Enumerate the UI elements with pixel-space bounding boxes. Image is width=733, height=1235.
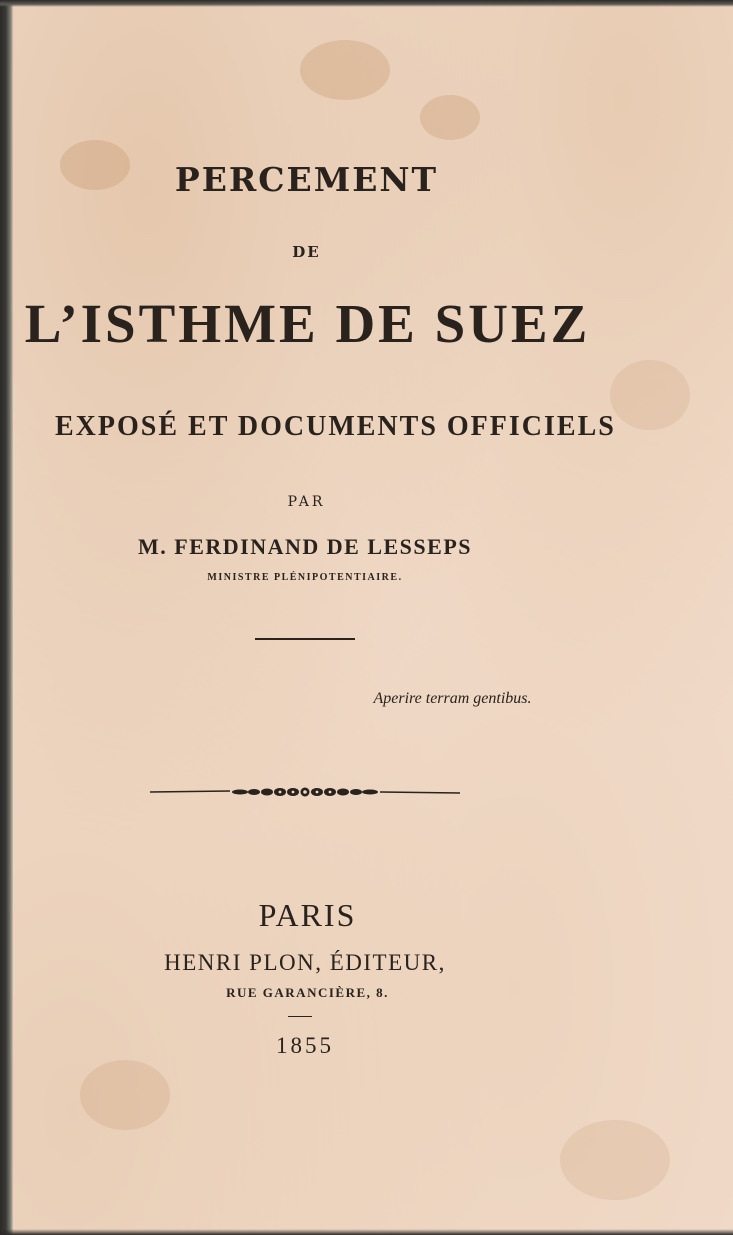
author-name: M. FERDINAND DE LESSEPS bbox=[138, 534, 472, 559]
title-connector-de: DE bbox=[292, 243, 321, 261]
imprint-divider-rule bbox=[288, 1016, 312, 1017]
foxing-stain bbox=[560, 1120, 670, 1200]
decorative-ornament-rule bbox=[150, 780, 460, 804]
title-line-percement: PERCEMENT bbox=[174, 160, 439, 199]
main-title: L’ISTHME DE SUEZ bbox=[24, 293, 591, 354]
foxing-stain bbox=[610, 360, 690, 430]
section-divider-rule bbox=[255, 638, 355, 640]
imprint-year: 1855 bbox=[276, 1033, 334, 1058]
foxing-stain bbox=[420, 95, 480, 140]
imprint-publisher: HENRI PLON, ÉDITEUR, bbox=[164, 950, 446, 975]
author-title: MINISTRE PLÉNIPOTENTIAIRE. bbox=[207, 572, 403, 583]
epigraph: Aperire terram gentibus. bbox=[373, 690, 532, 707]
imprint-address: RUE GARANCIÈRE, 8. bbox=[226, 985, 389, 1000]
subtitle: EXPOSÉ ET DOCUMENTS OFFICIELS bbox=[55, 411, 616, 442]
imprint-city: PARIS bbox=[258, 897, 357, 933]
page-bottom-edge bbox=[0, 1229, 733, 1235]
foxing-stain bbox=[80, 1060, 170, 1130]
page-top-edge bbox=[0, 0, 733, 7]
foxing-stain bbox=[300, 40, 390, 100]
by-line: PAR bbox=[287, 494, 326, 510]
